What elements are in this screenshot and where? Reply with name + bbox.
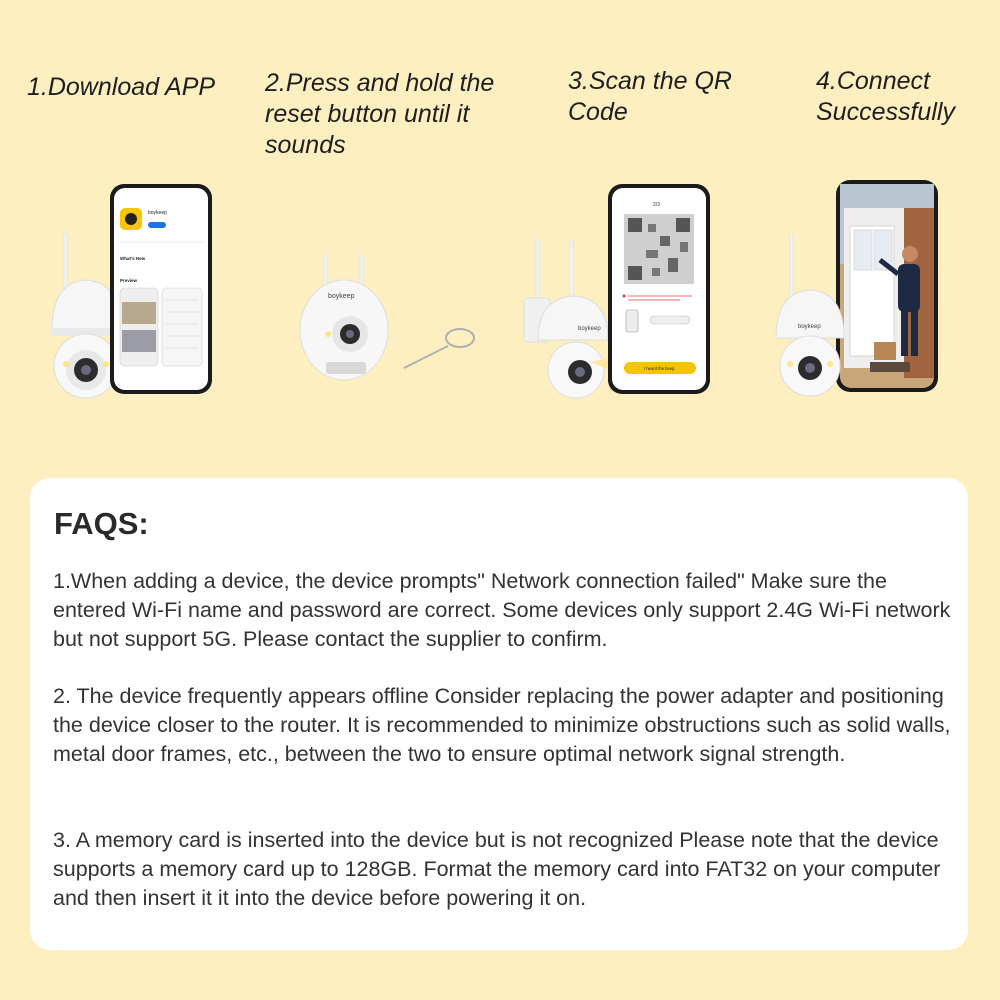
step-counter: 2/3 [653,202,660,208]
phone-icon [836,180,938,392]
step-2-illustration [298,250,483,390]
step-4-illustration [770,178,945,400]
reset-pin-icon [404,329,474,368]
camera-icon [776,234,844,396]
qr-code-icon [624,214,694,284]
camera-logo: boykeep [578,326,601,332]
step-2-title: 2.Press and hold the reset button until it sounds [265,69,495,159]
phone-icon [110,184,212,394]
step-1-title: 1.Download APP [27,73,216,101]
camera-logo: boykeep [798,324,821,330]
phone-icon [608,184,710,394]
step-3-illustration [520,180,715,400]
faq-heading: FAQS: [54,506,149,541]
phone-button-label: I heard the beep [644,366,675,371]
app-name: boykeep [148,210,167,216]
camera-logo: boykeep [328,293,355,300]
whats-new-label: What's New [120,256,146,261]
preview-label: Preview [120,278,138,283]
faq-item-3: 3. A memory card is inserted into the device but is not recognized Please note that the device supports a memory card up to 128GB. Format the memory card into FAT32 on your computer and then insert it it into the device before powering it on. [53,828,941,910]
camera-icon [524,238,620,398]
faq-card [30,478,968,950]
camera-icon [52,232,120,398]
camera-icon [300,254,388,380]
faq-item-1: 1.When adding a device, the device prompts" Network connection failed" Make sure the entered Wi-Fi name and password are correct. Some devices only support 2.4G Wi-Fi network but not support 5G. Please contact the supplier to confirm. [53,569,951,651]
step-1-illustration [48,180,218,400]
faq-item-2: 2. The device frequently appears offline Consider replacing the power adapter and positioning the device closer to the router. It is recommended to minimize obstructions such as solid walls, metal door frames, etc., between the two to ensure optimal network signal strength. [53,684,951,766]
step-4-title: 4.Connect Successfully [816,67,955,126]
step-3-title: 3.Scan the QR Code [568,67,732,126]
